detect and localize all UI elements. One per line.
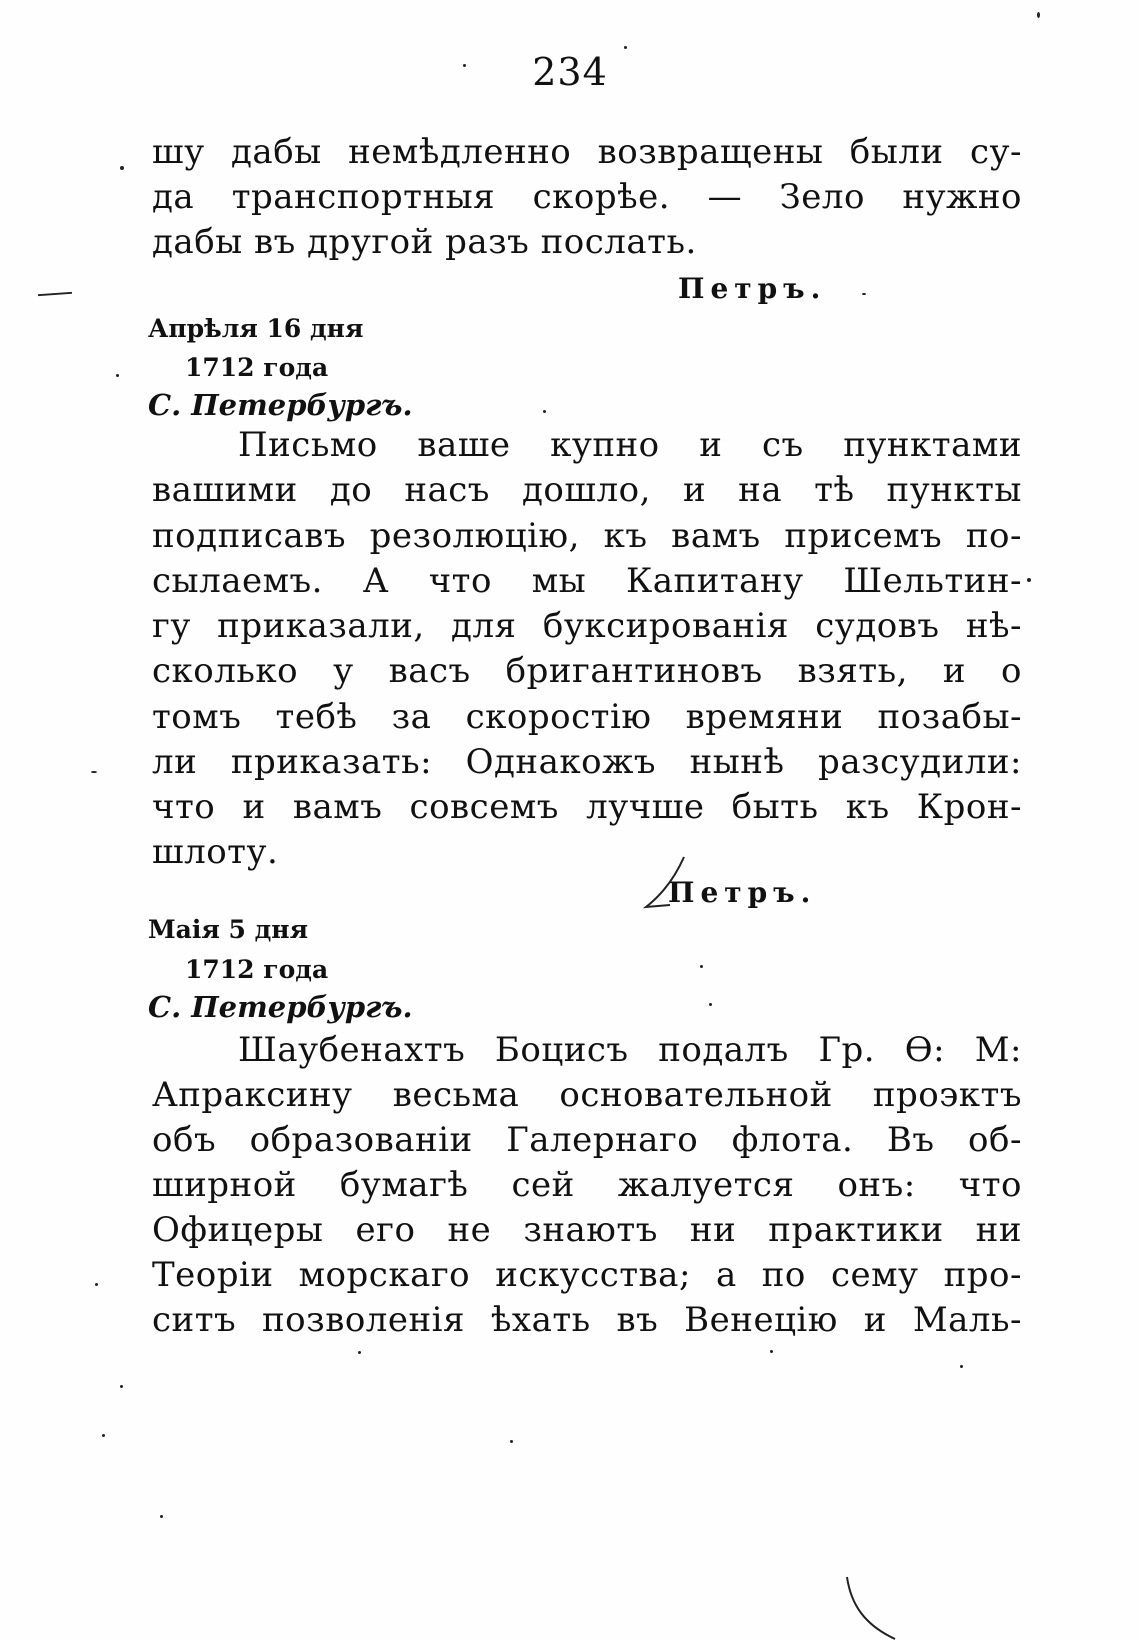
letter-date: Апрѣля 16 дня	[148, 314, 364, 343]
scan-speck	[91, 771, 97, 773]
scan-speck	[358, 1351, 361, 1354]
paragraph-line: да транспортныя скорѣе. — Зело нужно	[152, 177, 1022, 217]
scan-speck	[862, 293, 866, 295]
paragraph-line: шу дабы немѣдленно возвращены были су-	[152, 132, 1022, 172]
paragraph-line: Письмо ваше купно и съ пунктами	[238, 425, 1022, 465]
letter-year: 1712 года	[185, 353, 329, 382]
signature-petr: Петръ.	[678, 272, 827, 305]
scan-speck	[120, 1385, 123, 1388]
scan-speck	[95, 1283, 98, 1286]
paragraph-line: Офицеры его не знаютъ ни практики ни	[152, 1210, 1022, 1250]
paragraph-line: ситъ позволенія ѣхать въ Венецію и Маль-	[152, 1300, 1022, 1340]
paragraph-line: что и вамъ совсемъ лучше быть къ Крон-	[152, 787, 1022, 827]
scan-speck	[160, 1515, 163, 1518]
paragraph-line: томъ тебѣ за скоростію времяни позабы-	[152, 697, 1022, 737]
scan-mark	[38, 292, 72, 296]
paragraph-line: Шаубенахтъ Боцисъ подалъ Гр. Ѳ: М:	[238, 1030, 1022, 1070]
signature-flourish	[640, 855, 710, 915]
paragraph-line: объ образованіи Галернаго флота. Въ об-	[152, 1120, 1022, 1160]
scan-speck	[709, 1003, 712, 1006]
letter-date: Маія 5 дня	[148, 915, 309, 944]
scan-speck	[1037, 12, 1040, 18]
scan-speck	[700, 965, 703, 968]
scan-speck	[116, 374, 119, 377]
paragraph-line: дабы въ другой разъ послать.	[152, 222, 697, 262]
paragraph-line: сколько у васъ бригантиновъ взять, и о	[152, 651, 1022, 691]
paragraph-line: сылаемъ. А что мы Капитану Шельтин-	[152, 561, 1022, 601]
scan-speck	[120, 166, 124, 170]
paragraph-line: ширной бумагѣ сей жалуется онъ: что	[152, 1165, 1022, 1205]
scan-speck	[770, 1350, 773, 1353]
paragraph-line: Апраксину весьма основательной проэктъ	[152, 1075, 1022, 1115]
paragraph-line: шлоту.	[152, 832, 279, 872]
signature-petr: Петръ.	[668, 876, 817, 909]
corner-mark	[845, 1575, 905, 1641]
paragraph-line: гу приказали, для буксированія судовъ нѣ-	[152, 606, 1022, 646]
scan-speck	[960, 1365, 963, 1368]
scan-speck	[543, 410, 546, 413]
letter-year: 1712 года	[185, 955, 329, 984]
paragraph-line: подписавъ резолюцію, къ вамъ присемъ по-	[152, 516, 1022, 556]
scan-speck	[624, 46, 627, 49]
letter-place: С. Петербургъ.	[148, 388, 413, 422]
scan-speck	[463, 64, 466, 67]
paragraph-line: вашими до насъ дошло, и на тѣ пункты	[152, 470, 1022, 510]
paragraph-line: ли приказать: Однакожъ нынѣ разсудили:	[152, 742, 1022, 782]
scan-speck	[1027, 578, 1031, 582]
page-number: 234	[532, 50, 608, 94]
paragraph-line: Теоріи морскаго искусства; а по сему про-	[152, 1255, 1022, 1295]
scan-speck	[510, 1440, 513, 1443]
scan-speck	[102, 1434, 105, 1437]
letter-place: С. Петербургъ.	[148, 990, 413, 1024]
